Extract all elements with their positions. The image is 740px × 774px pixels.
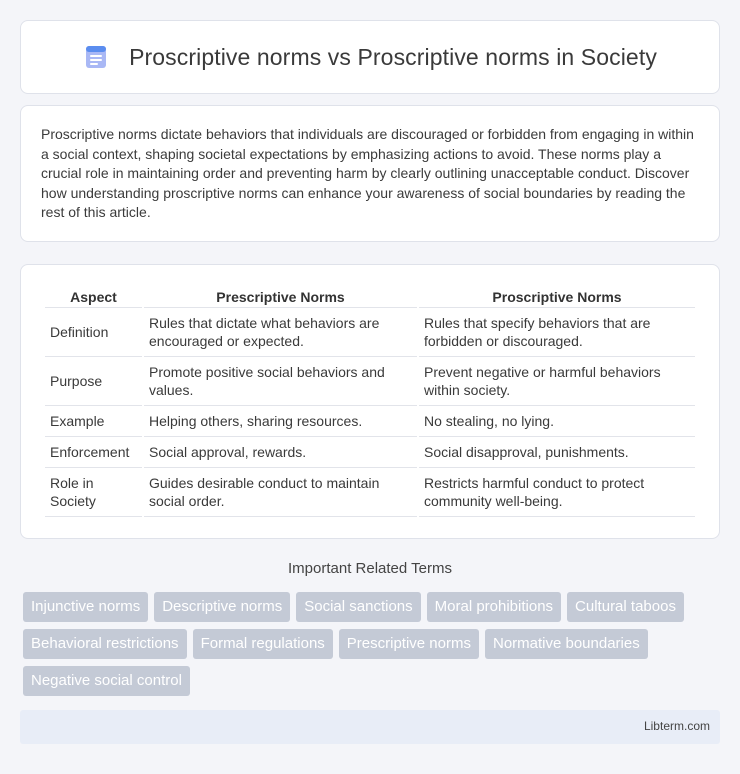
table-cell: Purpose bbox=[45, 357, 142, 406]
table-cell: Helping others, sharing resources. bbox=[144, 406, 417, 437]
table-cell: Example bbox=[45, 406, 142, 437]
table-cell: Rules that dictate what behaviors are encouraged or expected. bbox=[144, 308, 417, 357]
tag-social-sanctions[interactable]: Social sanctions bbox=[296, 592, 420, 622]
tag-descriptive-norms[interactable]: Descriptive norms bbox=[154, 592, 290, 622]
column-header: Prescriptive Norms bbox=[144, 285, 417, 308]
intro-text: Proscriptive norms dictate behaviors that individuals are discouraged or forbidden from engaging in within a social context, shaping societal expectations by emphasizing actions to avoid. These norms play a crucial role in maintaining order and preventing harm by clearly outlining unacceptable conduct. Discover how understanding proscriptive norms can enhance your awareness of social boundaries by reading the rest of this article. bbox=[41, 126, 694, 221]
tag-formal-regulations[interactable]: Formal regulations bbox=[193, 629, 333, 659]
comparison-table bbox=[43, 285, 697, 517]
table-cell: Promote positive social behaviors and values. bbox=[144, 357, 417, 406]
table-cell: Role in Society bbox=[45, 468, 142, 517]
table-cell: Definition bbox=[45, 308, 142, 357]
header-card bbox=[20, 20, 720, 94]
related-terms-tags bbox=[23, 592, 723, 696]
intro-card bbox=[20, 105, 720, 242]
table-cell: Social approval, rewards. bbox=[144, 437, 417, 468]
table-cell: No stealing, no lying. bbox=[419, 406, 695, 437]
comparison-table-card bbox=[20, 264, 720, 539]
table-cell: Social disapproval, punishments. bbox=[419, 437, 695, 468]
table-row bbox=[45, 437, 695, 468]
tag-behavioral-restrictions[interactable]: Behavioral restrictions bbox=[23, 629, 187, 659]
table-row bbox=[45, 406, 695, 437]
tag-negative-social-control[interactable]: Negative social control bbox=[23, 666, 190, 696]
tag-prescriptive-norms[interactable]: Prescriptive norms bbox=[339, 629, 479, 659]
column-header: Proscriptive Norms bbox=[419, 285, 695, 308]
table-cell: Restricts harmful conduct to protect community well-being. bbox=[419, 468, 695, 517]
table-cell: Guides desirable conduct to maintain social order. bbox=[144, 468, 417, 517]
footer-brand-link[interactable]: Libterm.com bbox=[643, 719, 710, 733]
footer bbox=[20, 710, 720, 744]
tag-normative-boundaries[interactable]: Normative boundaries bbox=[485, 629, 648, 659]
table-header-row bbox=[45, 285, 695, 308]
tag-moral-prohibitions[interactable]: Moral prohibitions bbox=[427, 592, 561, 622]
table-row bbox=[45, 468, 695, 517]
column-header: Aspect bbox=[45, 285, 142, 308]
table-row bbox=[45, 357, 695, 406]
table-row bbox=[45, 308, 695, 357]
table-cell: Prevent negative or harmful behaviors within society. bbox=[419, 357, 695, 406]
tag-cultural-taboos[interactable]: Cultural taboos bbox=[567, 592, 684, 622]
related-terms-title: Important Related Terms bbox=[288, 560, 452, 577]
document-icon bbox=[83, 44, 109, 70]
tag-injunctive-norms[interactable]: Injunctive norms bbox=[23, 592, 148, 622]
table-cell: Rules that specify behaviors that are forbidden or discouraged. bbox=[419, 308, 695, 357]
page-title: Proscriptive norms vs Proscriptive norms in Society bbox=[129, 43, 657, 70]
table-cell: Enforcement bbox=[45, 437, 142, 468]
